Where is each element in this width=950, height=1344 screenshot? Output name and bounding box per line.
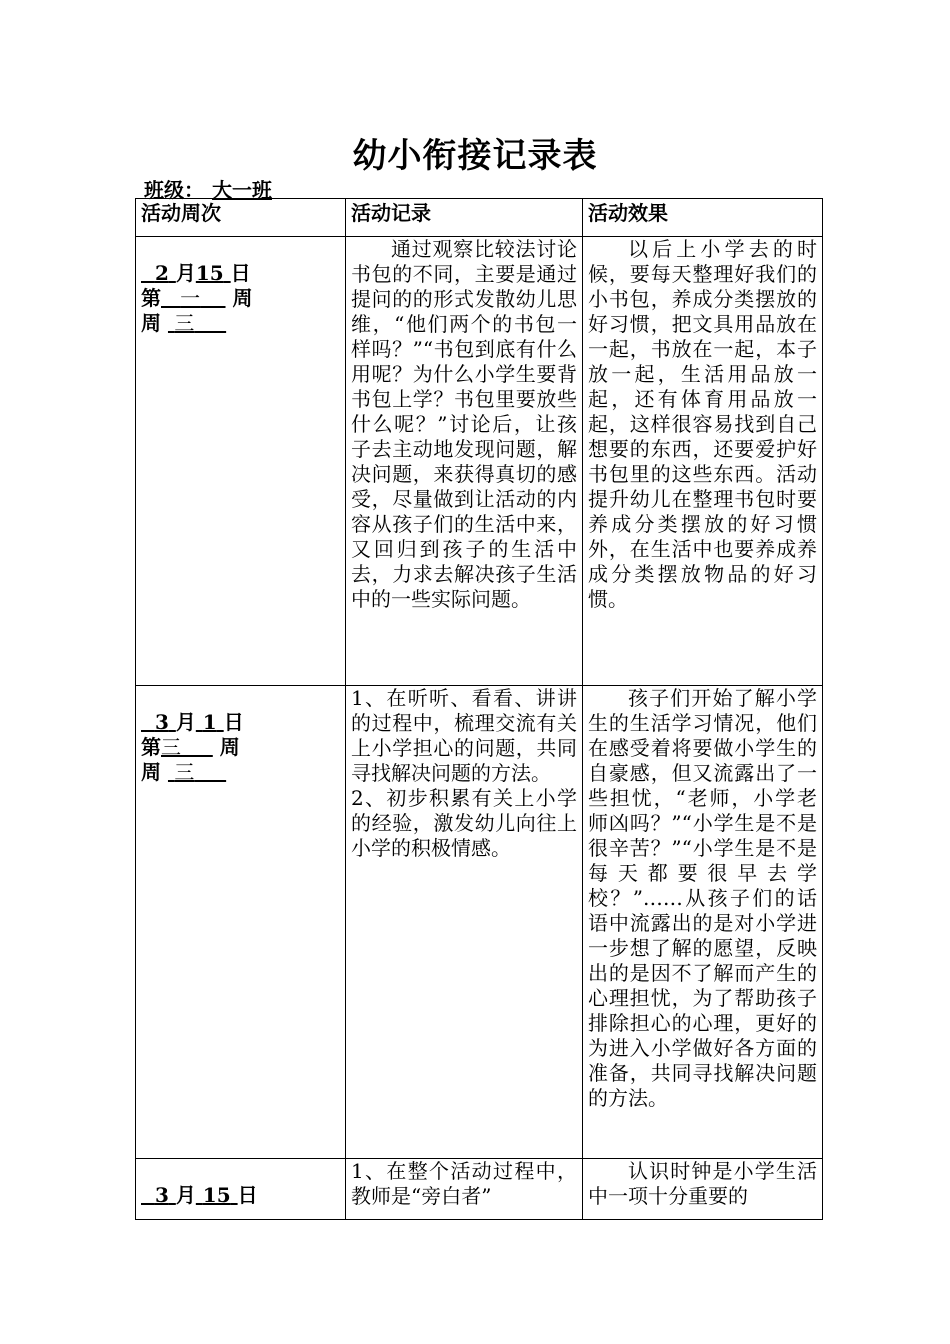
- record-cell: [346, 686, 583, 1159]
- month-value: 3: [154, 710, 169, 734]
- header-effect: 活动效果: [583, 199, 823, 237]
- class-label: 班级：: [144, 178, 204, 202]
- record-item: 2、初步积累有关上小学的经验，激发幼儿向往上小学的积极情感。: [351, 786, 577, 860]
- header-record: 活动记录: [346, 199, 583, 237]
- date-line: 3 月 15 日: [154, 1183, 258, 1207]
- week-line: 第 一 周: [141, 286, 253, 310]
- effect-text: 认识时钟是小学生活中一项十分重要的: [588, 1159, 817, 1208]
- week-cell: [136, 237, 346, 686]
- record-cell: [346, 237, 583, 686]
- effect-cell: [583, 686, 823, 1159]
- class-value: 大一班: [212, 178, 272, 202]
- record-cell: [346, 1159, 583, 1220]
- weekday-line: 周 三: [141, 311, 195, 335]
- week-number: 三: [161, 735, 181, 759]
- effect-text: 以后上小学去的时候，要每天整理好我们的小书包，养成分类摆放的好习惯，把文具用品放在一起，书放在一起，本子放一起，生活用品放一起，还有体育用品放一起，这样很容易找到自己想要的东西，还要爱护好书包里的这些东西。活动提升幼儿在整理书包时要养成分类摆放的好习惯外，在生活中也要养成养成分类摆放物品的好习惯。: [588, 237, 817, 611]
- header-week: 活动周次: [136, 199, 346, 237]
- table-header-row: [136, 199, 823, 237]
- record-item: 1、在听听、看看、讲讲的过程中，梳理交流有关上小学担心的问题，共同寻找解决问题的方法。: [351, 686, 577, 785]
- week-line: 第三 周: [141, 735, 240, 759]
- table-row: [136, 237, 823, 686]
- record-text: 通过观察比较法讨论书包的不同，主要是通过提问的的形式发散幼儿思维，“他们两个的书包一样吗？”“书包到底有什么用呢？为什么小学生要背书包上学？书包里要放些什么呢？”讨论后，让孩子去主动地发现问题，解决问题，来获得真切的感受，尽量做到让活动的内容从孩子们的生活中来，又回归到孩子的生活中去，力求去解决孩子生活中的一些实际问题。: [351, 237, 577, 611]
- table-row: [136, 1159, 823, 1220]
- day-value: 15: [202, 1183, 231, 1207]
- month-value: 3: [154, 1183, 169, 1207]
- date-line: 2 月15 日: [154, 261, 251, 285]
- month-value: 2: [154, 261, 169, 285]
- effect-cell: [583, 1159, 823, 1220]
- week-cell: [136, 686, 346, 1159]
- page-title: 幼小衔接记录表: [352, 136, 598, 176]
- weekday-line: 周 三: [141, 760, 195, 784]
- table-row: [136, 686, 823, 1159]
- effect-cell: [583, 237, 823, 686]
- record-table: [135, 198, 823, 1220]
- day-value: 1: [202, 710, 217, 734]
- week-number: 一: [180, 286, 201, 310]
- date-line: 3 月 1 日: [154, 710, 244, 734]
- week-cell: [136, 1159, 346, 1220]
- effect-text: 孩子们开始了解小学生的生活学习情况，他们在感受着将要做小学生的自豪感，但又流露出了一些担忧，“老师，小学老师凶吗？”“小学生是不是很辛苦？”“小学生是不是每天都要很早去学校？”……从孩子们的话语中流露出的是对小学进一步想了解的愿望，反映出的是因不了解而产生的心理担忧，为了帮助孩子排除担心的心理，更好的为进入小学做好各方面的准备，共同寻找解决问题的方法。: [588, 686, 817, 1110]
- weekday-value: 三: [174, 311, 195, 335]
- day-value: 15: [195, 261, 224, 285]
- record-text: 1、在整个活动过程中，教师是“旁白者”: [351, 1159, 577, 1208]
- weekday-value: 三: [174, 760, 195, 784]
